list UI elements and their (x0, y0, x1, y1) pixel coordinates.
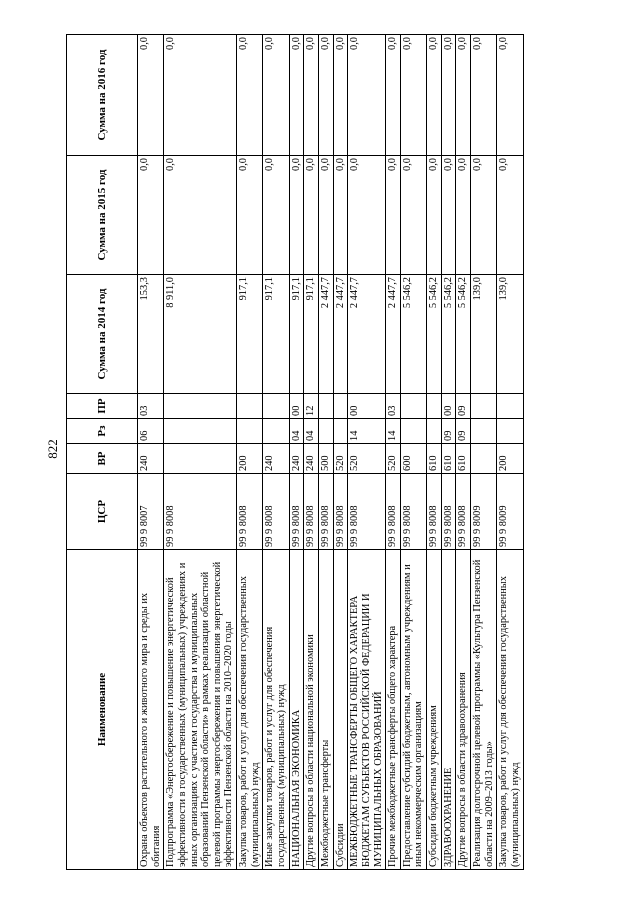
cell-pr (400, 394, 426, 419)
cell-pr: 00 (441, 394, 456, 419)
table-row (333, 35, 348, 870)
header-vr: ВР (67, 444, 138, 474)
cell-name: Подпрограмма «Энергосбережение и повышение энергетической эффективности в государственных (муниципальных) учреждениях и иных организациях с участием государства и муниципальных образований Пензенской области» в рамках реализации областной целевой программы энергосбережения и повышения энергетической эффективности Пензенской области на 2010–2020 годы (164, 550, 237, 870)
cell-name: Другие вопросы в области здравоохранения (456, 550, 471, 870)
cell-csr: 99 9 8008 (348, 474, 386, 550)
cell-pr: 03 (386, 394, 401, 419)
cell-sum-2015: 0,0 (237, 156, 263, 275)
cell-csr: 99 9 8008 (456, 474, 471, 550)
cell-name: Иные закупки товаров, работ и услуг для обеспечения государственных (муниципальных) нужд (263, 550, 289, 870)
cell-sum-2015: 0,0 (441, 156, 456, 275)
cell-sum-2016: 0,0 (456, 35, 471, 156)
cell-name: Закупка товаров, работ и услуг для обеспечения государственных (муниципальных) нужд (237, 550, 263, 870)
cell-rz: 06 (138, 419, 164, 444)
cell-rz: 04 (289, 419, 304, 444)
cell-rz (497, 419, 523, 444)
page-number: 822 (45, 439, 60, 459)
cell-name: Охрана объектов растительного и животного мира и среды их обитания (138, 550, 164, 870)
cell-csr: 99 9 8008 (318, 474, 333, 550)
cell-sum-2016: 0,0 (441, 35, 456, 156)
cell-rz: 14 (348, 419, 386, 444)
header-rz: Рз (67, 419, 138, 444)
cell-sum-2014: 917,1 (263, 275, 289, 394)
cell-rz: 09 (456, 419, 471, 444)
cell-pr (263, 394, 289, 419)
cell-pr: 09 (456, 394, 471, 419)
cell-sum-2016: 0,0 (164, 35, 237, 156)
table-row (304, 35, 319, 870)
cell-sum-2016: 0,0 (471, 35, 497, 156)
header-sum-2014: Сумма на 2014 год (67, 275, 138, 394)
cell-sum-2015: 0,0 (400, 156, 426, 275)
cell-sum-2015: 0,0 (318, 156, 333, 275)
cell-name: Субсидии (333, 550, 348, 870)
cell-sum-2014: 2 447,7 (333, 275, 348, 394)
cell-csr: 99 9 8008 (164, 474, 237, 550)
cell-csr: 99 9 8008 (400, 474, 426, 550)
cell-pr: 12 (304, 394, 319, 419)
cell-sum-2015: 0,0 (164, 156, 237, 275)
cell-vr: 200 (497, 444, 523, 474)
table-header-row (67, 35, 138, 870)
cell-sum-2014: 2 447,7 (318, 275, 333, 394)
cell-csr: 99 9 8008 (289, 474, 304, 550)
cell-sum-2014: 139,0 (497, 275, 523, 394)
table-row (427, 35, 442, 870)
cell-name: МЕЖБЮДЖЕТНЫЕ ТРАНСФЕРТЫ ОБЩЕГО ХАРАКТЕРА БЮДЖЕТАМ СУБЪЕКТОВ РОССИЙСКОЙ ФЕДЕРАЦИИ И МУНИЦИПАЛЬНЫХ ОБРАЗОВАНИЙ (348, 550, 386, 870)
cell-name: Предоставление субсидий бюджетным, автономным учреждениям и иным некоммерческим организациям (400, 550, 426, 870)
cell-vr (471, 444, 497, 474)
table-row (289, 35, 304, 870)
cell-pr (237, 394, 263, 419)
budget-table (66, 34, 524, 870)
table-row (348, 35, 386, 870)
cell-vr (164, 444, 237, 474)
cell-vr: 500 (318, 444, 333, 474)
cell-sum-2015: 0,0 (427, 156, 442, 275)
cell-sum-2014: 917,1 (304, 275, 319, 394)
cell-vr: 240 (138, 444, 164, 474)
table-row (237, 35, 263, 870)
cell-sum-2016: 0,0 (237, 35, 263, 156)
cell-vr: 240 (263, 444, 289, 474)
table-row (164, 35, 237, 870)
cell-sum-2014: 5 546,2 (441, 275, 456, 394)
cell-sum-2016: 0,0 (138, 35, 164, 156)
cell-sum-2015: 0,0 (289, 156, 304, 275)
cell-vr: 520 (386, 444, 401, 474)
cell-sum-2016: 0,0 (497, 35, 523, 156)
cell-sum-2014: 2 447,7 (386, 275, 401, 394)
table-row (386, 35, 401, 870)
cell-name: Межбюджетные трансферты (318, 550, 333, 870)
cell-rz (263, 419, 289, 444)
cell-vr: 600 (400, 444, 426, 474)
cell-name: Закупка товаров, работ и услуг для обеспечения государственных (муниципальных) нужд (497, 550, 523, 870)
table-body (138, 35, 524, 870)
cell-vr: 610 (441, 444, 456, 474)
cell-sum-2015: 0,0 (304, 156, 319, 275)
cell-sum-2014: 2 447,7 (348, 275, 386, 394)
cell-vr: 200 (237, 444, 263, 474)
cell-pr: 00 (289, 394, 304, 419)
cell-sum-2014: 917,1 (237, 275, 263, 394)
table-row (497, 35, 523, 870)
cell-sum-2016: 0,0 (348, 35, 386, 156)
cell-csr: 99 9 8008 (427, 474, 442, 550)
cell-sum-2016: 0,0 (289, 35, 304, 156)
cell-sum-2016: 0,0 (386, 35, 401, 156)
cell-csr: 99 9 8007 (138, 474, 164, 550)
cell-pr (471, 394, 497, 419)
cell-vr: 240 (304, 444, 319, 474)
cell-csr: 99 9 8008 (263, 474, 289, 550)
cell-rz: 09 (441, 419, 456, 444)
cell-vr: 520 (348, 444, 386, 474)
table-row (441, 35, 456, 870)
cell-sum-2014: 153,3 (138, 275, 164, 394)
cell-rz (471, 419, 497, 444)
cell-csr: 99 9 8008 (441, 474, 456, 550)
cell-csr: 99 9 8008 (386, 474, 401, 550)
cell-sum-2015: 0,0 (348, 156, 386, 275)
cell-pr: 00 (348, 394, 386, 419)
cell-vr: 610 (456, 444, 471, 474)
cell-sum-2015: 0,0 (263, 156, 289, 275)
cell-rz (427, 419, 442, 444)
cell-sum-2016: 0,0 (333, 35, 348, 156)
cell-sum-2015: 0,0 (386, 156, 401, 275)
rotated-table-container (66, 35, 589, 870)
cell-rz: 04 (304, 419, 319, 444)
cell-name: Другие вопросы в области национальной экономики (304, 550, 319, 870)
cell-name: ЗДРАВООХРАНЕНИЕ (441, 550, 456, 870)
cell-csr: 99 9 8008 (333, 474, 348, 550)
cell-pr (333, 394, 348, 419)
cell-csr: 99 9 8008 (237, 474, 263, 550)
cell-rz (318, 419, 333, 444)
table-row (471, 35, 497, 870)
cell-csr: 99 9 8008 (304, 474, 319, 550)
header-csr: ЦСР (67, 474, 138, 550)
cell-pr (318, 394, 333, 419)
cell-vr: 520 (333, 444, 348, 474)
cell-sum-2014: 5 546,2 (427, 275, 442, 394)
cell-sum-2016: 0,0 (304, 35, 319, 156)
cell-pr (164, 394, 237, 419)
cell-sum-2015: 0,0 (333, 156, 348, 275)
cell-rz (400, 419, 426, 444)
cell-rz (333, 419, 348, 444)
cell-sum-2016: 0,0 (318, 35, 333, 156)
cell-pr: 03 (138, 394, 164, 419)
cell-sum-2014: 139,0 (471, 275, 497, 394)
cell-csr: 99 9 8009 (497, 474, 523, 550)
cell-rz (237, 419, 263, 444)
header-sum-2015: Сумма на 2015 год (67, 156, 138, 275)
cell-sum-2014: 5 546,2 (456, 275, 471, 394)
header-sum-2016: Сумма на 2016 год (67, 35, 138, 156)
cell-sum-2015: 0,0 (471, 156, 497, 275)
header-name: Наименование (67, 550, 138, 870)
cell-name: Субсидии бюджетным учреждениям (427, 550, 442, 870)
table-row (138, 35, 164, 870)
cell-rz (164, 419, 237, 444)
table-row (263, 35, 289, 870)
cell-name: НАЦИОНАЛЬНАЯ ЭКОНОМИКА (289, 550, 304, 870)
cell-sum-2015: 0,0 (138, 156, 164, 275)
table-row (318, 35, 333, 870)
cell-rz: 14 (386, 419, 401, 444)
cell-sum-2014: 917,1 (289, 275, 304, 394)
table-row (456, 35, 471, 870)
cell-vr: 610 (427, 444, 442, 474)
cell-csr: 99 9 8009 (471, 474, 497, 550)
cell-vr: 240 (289, 444, 304, 474)
table-row (400, 35, 426, 870)
cell-sum-2016: 0,0 (427, 35, 442, 156)
cell-sum-2014: 8 911,0 (164, 275, 237, 394)
cell-name: Прочие межбюджетные трансферты общего характера (386, 550, 401, 870)
cell-pr (427, 394, 442, 419)
cell-sum-2016: 0,0 (400, 35, 426, 156)
cell-sum-2015: 0,0 (497, 156, 523, 275)
cell-sum-2014: 5 546,2 (400, 275, 426, 394)
cell-sum-2015: 0,0 (456, 156, 471, 275)
header-pr: ПР (67, 394, 138, 419)
cell-sum-2016: 0,0 (263, 35, 289, 156)
cell-name: Реализация долгосрочной целевой программы «Культура Пензенской области на 2009–2013 годы» (471, 550, 497, 870)
cell-pr (497, 394, 523, 419)
